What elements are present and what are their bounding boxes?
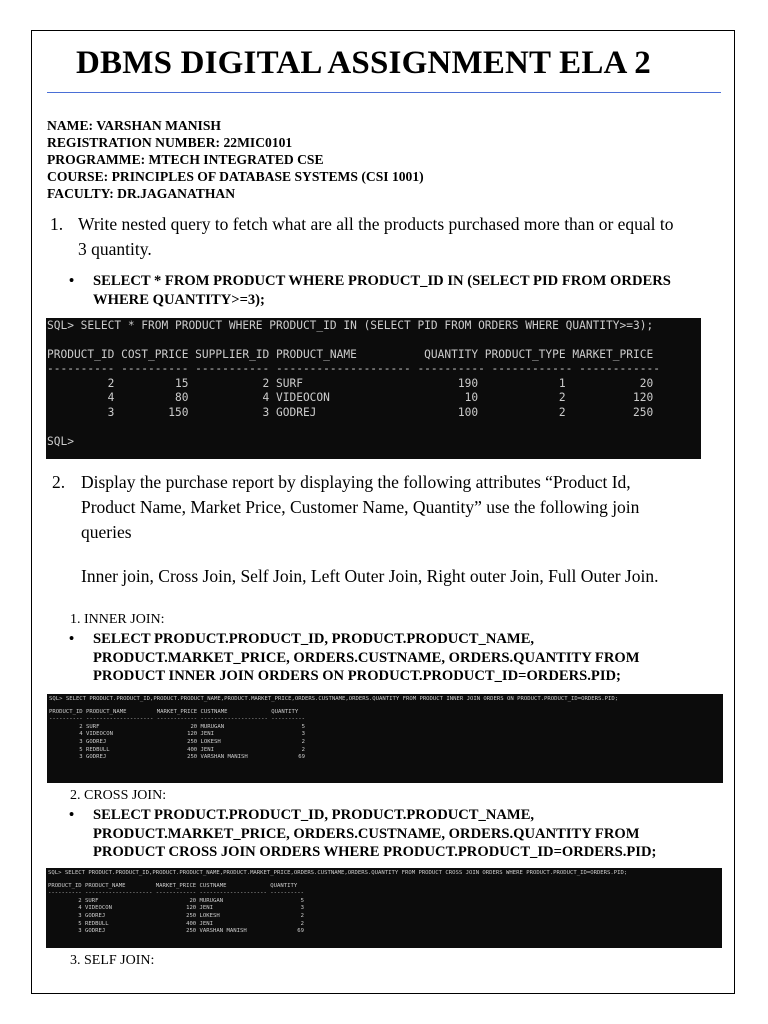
- inner-join-label: 1. INNER JOIN:: [70, 612, 165, 627]
- title-divider: [47, 92, 721, 93]
- cross-join-label: 2. CROSS JOIN:: [70, 788, 167, 803]
- terminal-output-inner-join: [47, 694, 723, 783]
- page-title: DBMS DIGITAL ASSIGNMENT ELA 2: [76, 45, 651, 81]
- terminal-row: 4 VIDEOCON 120 JENI 3: [48, 905, 304, 912]
- bullet-icon: •: [69, 631, 75, 647]
- terminal-command: SQL> SELECT PRODUCT.PRODUCT_ID,PRODUCT.PRODUCT_NAME,PRODUCT.MARKET_PRICE,ORDERS.CUSTNAME,ORDERS.QUANTITY FROM PRODUCT CROSS JOIN ORDERS WHERE PRODUCT.PRODUCT_ID=ORDERS.PID;: [48, 870, 628, 876]
- terminal-row: 5 REDBULL 400 JENI 2: [49, 746, 305, 753]
- question-2-line-3: queries: [81, 522, 132, 542]
- terminal-row: 3 GODREJ 250 VARSHAN MANISH 69: [48, 928, 304, 935]
- inner-join-query-line-2: PRODUCT.MARKET_PRICE, ORDERS.CUSTNAME, ORDERS.QUANTITY FROM: [93, 649, 640, 666]
- question-1-number: 1.: [50, 214, 64, 234]
- terminal-command: SQL> SELECT * FROM PRODUCT WHERE PRODUCT_ID IN (SELECT PID FROM ORDERS WHERE QUANTITY>=3);: [47, 319, 654, 332]
- registration-number: REGISTRATION NUMBER: 22MIC0101: [47, 135, 293, 150]
- terminal-header: PRODUCT_ID PRODUCT_NAME MARKET_PRICE CUSTNAME QUANTITY: [48, 882, 298, 889]
- question-2-line-1: Display the purchase report by displaying the following attributes “Product Id,: [81, 472, 631, 492]
- terminal-header: PRODUCT_ID COST_PRICE SUPPLIER_ID PRODUCT_NAME QUANTITY PRODUCT_TYPE MARKET_PRICE: [47, 347, 654, 361]
- terminal-row: 3 150 3 GODREJ 100 2 250: [47, 405, 654, 419]
- terminal-header: PRODUCT_ID PRODUCT_NAME MARKET_PRICE CUSTNAME QUANTITY: [49, 708, 299, 715]
- terminal-row: 5 REDBULL 400 JENI 2: [48, 920, 304, 927]
- terminal-divider: ---------- ---------- ----------- -------------------- ---------- ------------ ------------: [47, 362, 660, 376]
- student-info: [47, 117, 424, 202]
- cross-join-query-line-2: PRODUCT.MARKET_PRICE, ORDERS.CUSTNAME, ORDERS.QUANTITY FROM: [93, 825, 640, 842]
- inner-join-query-line-3: PRODUCT INNER JOIN ORDERS ON PRODUCT.PRODUCT_ID=ORDERS.PID;: [93, 668, 621, 684]
- terminal-row: 2 SURF 20 MURUGAN 5: [48, 897, 304, 904]
- query-1-line-2: WHERE QUANTITY>=3);: [93, 291, 265, 308]
- question-1-line-2: 3 quantity.: [78, 239, 152, 259]
- terminal-divider: ---------- -------------------- ------------ -------------------- ----------: [48, 890, 304, 897]
- terminal-row: 2 SURF 20 MURUGAN 5: [49, 723, 305, 730]
- terminal-prompt: SQL>: [47, 434, 74, 448]
- terminal-row: 3 GODREJ 250 LOKESH 2: [48, 912, 304, 919]
- cross-join-query-line-3: PRODUCT CROSS JOIN ORDERS WHERE PRODUCT.PRODUCT_ID=ORDERS.PID;: [93, 844, 657, 860]
- question-1-line-1: Write nested query to fetch what are all the products purchased more than or equal to: [78, 214, 674, 234]
- course: COURSE: PRINCIPLES OF DATABASE SYSTEMS (CSI 1001): [47, 169, 424, 184]
- query-1-line-1: SELECT * FROM PRODUCT WHERE PRODUCT_ID IN (SELECT PID FROM ORDERS: [93, 273, 671, 289]
- inner-join-query-line-1: SELECT PRODUCT.PRODUCT_ID, PRODUCT.PRODUCT_NAME,: [93, 631, 535, 647]
- faculty: FACULTY: DR.JAGANATHAN: [47, 186, 236, 201]
- terminal-output-1: [46, 318, 701, 459]
- bullet-icon: •: [69, 273, 75, 289]
- question-2-line-2: Product Name, Market Price, Customer Name, Quantity” use the following join: [81, 497, 640, 517]
- bullet-icon: •: [69, 807, 75, 823]
- terminal-row: 2 15 2 SURF 190 1 20: [47, 376, 654, 390]
- terminal-command: SQL> SELECT PRODUCT.PRODUCT_ID,PRODUCT.PRODUCT_NAME,PRODUCT.MARKET_PRICE,ORDERS.CUSTNAME,ORDERS.QUANTITY FROM PRODUCT INNER JOIN ORDERS ON PRODUCT.PRODUCT_ID=ORDERS.PID;: [49, 696, 619, 702]
- join-types-list: Inner join, Cross Join, Self Join, Left Outer Join, Right outer Join, Full Outer Join.: [81, 566, 659, 586]
- cross-join-query-line-1: SELECT PRODUCT.PRODUCT_ID, PRODUCT.PRODUCT_NAME,: [93, 807, 535, 823]
- terminal-output-cross-join: [46, 868, 722, 948]
- self-join-label: 3. SELF JOIN:: [70, 953, 155, 968]
- terminal-row: 3 GODREJ 250 VARSHAN MANISH 69: [49, 754, 305, 761]
- programme: PROGRAMME: MTECH INTEGRATED CSE: [47, 152, 324, 167]
- terminal-row: 4 VIDEOCON 120 JENI 3: [49, 731, 305, 738]
- terminal-row: 4 80 4 VIDEOCON 10 2 120: [47, 391, 654, 405]
- terminal-row: 3 GODREJ 250 LOKESH 2: [49, 738, 305, 745]
- question-2-number: 2.: [52, 472, 66, 492]
- student-name: NAME: VARSHAN MANISH: [47, 118, 221, 133]
- terminal-divider: ---------- -------------------- ------------ -------------------- ----------: [49, 716, 305, 723]
